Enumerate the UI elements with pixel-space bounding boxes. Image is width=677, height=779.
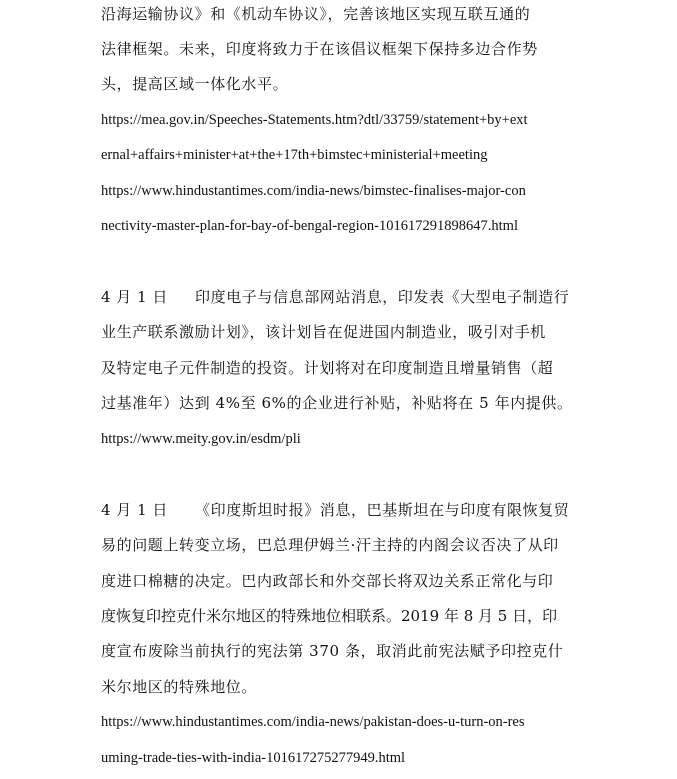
paragraph-line: 及特定电子元件制造的投资。计划将对在印度制造且增量销售（超 bbox=[101, 359, 554, 377]
source-link[interactable]: https://www.hindustantimes.com/india-news/bimstec-finalises-major-con bbox=[101, 183, 526, 199]
paragraph-line: 头，提高区域一体化水平。 bbox=[101, 75, 289, 93]
entry-first-line bbox=[101, 500, 569, 520]
paragraph-line: 易的问题上转变立场，巴总理伊姆兰·汗主持的内阁会议否决了从印 bbox=[101, 536, 559, 554]
entry-text: 印度电子与信息部网站消息，印发表《大型电子制造行 bbox=[195, 288, 570, 306]
source-link[interactable]: uming-trade-ties-with-india-101617275277949.html bbox=[101, 750, 406, 766]
entry-first-line bbox=[101, 287, 569, 307]
paragraph-line: 过基准年）达到 4%至 6%的企业进行补贴，补贴将在 5 年内提供。 bbox=[101, 394, 573, 412]
paragraph-line: 沿海运输协议》和《机动车协议》，完善该地区实现互联互通的 bbox=[101, 5, 531, 23]
source-link[interactable]: nectivity-master-plan-for-bay-of-bengal-region-101617291898647.html bbox=[101, 218, 518, 234]
entry-date: 4 月 1 日 bbox=[101, 501, 168, 519]
paragraph-line: 度进口棉糖的决定。巴内政部长和外交部长将双边关系正常化与印 bbox=[101, 572, 554, 590]
entry-date: 4 月 1 日 bbox=[101, 288, 168, 306]
entry-text: 《印度斯坦时报》消息，巴基斯坦在与印度有限恢复贸 bbox=[195, 501, 570, 519]
source-link[interactable]: ernal+affairs+minister+at+the+17th+bimstec+ministerial+meeting bbox=[101, 147, 488, 163]
source-link[interactable]: https://www.meity.gov.in/esdm/pli bbox=[101, 431, 301, 447]
paragraph-line: 度恢复印控克什米尔地区的特殊地位相联系。2019 年 8 月 5 日，印 bbox=[101, 607, 558, 625]
paragraph-line: 米尔地区的特殊地位。 bbox=[101, 678, 258, 696]
paragraph-line: 法律框架。未来，印度将致力于在该倡议框架下保持多边合作势 bbox=[101, 40, 538, 58]
source-link[interactable]: https://www.hindustantimes.com/india-news/pakistan-does-u-turn-on-res bbox=[101, 714, 525, 730]
source-link[interactable]: https://mea.gov.in/Speeches-Statements.htm?dtl/33759/statement+by+ext bbox=[101, 112, 528, 128]
paragraph-line: 业生产联系激励计划》，该计划旨在促进国内制造业，吸引对手机 bbox=[101, 323, 546, 341]
paragraph-line: 度宣布废除当前执行的宪法第 370 条，取消此前宪法赋予印控克什 bbox=[101, 642, 564, 660]
